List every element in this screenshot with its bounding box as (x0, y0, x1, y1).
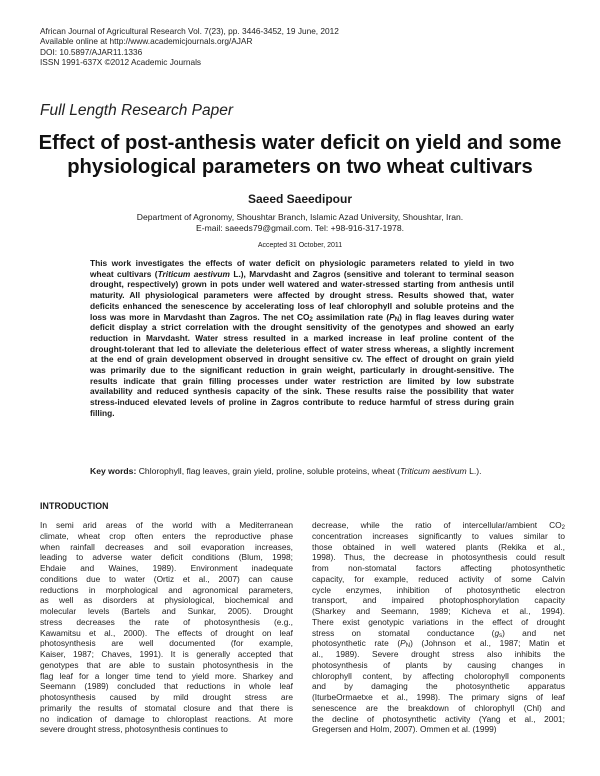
right-column-line: transport, and impaired photophosphorylation capacity (312, 595, 565, 606)
abstract-line: deficit display a strict correlation with the drought sensitivity of the genotypes and showed an early (90, 322, 514, 333)
right-column-line: 1998). Thus, the decrease in photosynthesis could result (312, 552, 565, 563)
left-column-line: flag leaf for a longer time tend to yield more. Sharkey and (40, 670, 293, 681)
right-column-line: and by damaging the photosynthetic apparatus (312, 681, 565, 692)
title-line-2: physiological parameters on two wheat cultivars (67, 156, 533, 178)
abstract-line: reduction in Marvdasht. Water stress resulted in a marked increase in leaf proline content of the (90, 332, 514, 343)
right-column-line: from non-stomatal factors affecting photosynthetic (312, 563, 565, 573)
right-column-line: (Sharkey and Seemann, 1989; Kicheva et al., 1994). (312, 606, 565, 616)
journal-online-link[interactable]: Available online at http://www.academicjournals.org/AJAR (40, 36, 253, 47)
right-column-line: stress on stomatal conductance $(g_s)$ and net (312, 627, 565, 639)
left-column-line: In semi arid areas of the world with a Mediterranean (40, 520, 293, 530)
issn: ISSN 1991-637X ©2012 Academic Journals (40, 57, 202, 68)
section-heading: INTRODUCTION (40, 501, 109, 511)
left-column-line: when rainfall decreases and soil evaporation increases, (40, 541, 293, 552)
affiliation-block (0, 212, 600, 234)
abstract-line: was primarily due to the significant reduction in grain weight, particularly in drought-sensitive. The (90, 365, 514, 376)
right-column-line: al., 1989). Severe drought stress also inhibits the (312, 649, 565, 659)
right-column-line: the decline of photosynthetic activity (Yang et al., 2001; (312, 713, 565, 724)
accepted-date: Accepted 31 October, 2011 (257, 242, 343, 249)
left-column-line: primarily the results of stomatal closure and that there is (40, 702, 293, 713)
journal-header (40, 26, 339, 68)
body-column-left (40, 520, 293, 735)
left-column-line: no indication of damage to chloroplast reactions. At more (40, 713, 293, 724)
left-column-line: reductions in morphological and agronomical parameters, (40, 584, 293, 595)
author-name: Saeed Saeedipour (247, 192, 353, 206)
abstract (90, 258, 514, 419)
right-column-line: capacity, for example, reduced activity of some Calvin (312, 573, 565, 584)
doi: DOI: 10.5897/AJAR11.1336 (40, 46, 143, 57)
keywords (90, 466, 530, 476)
body-column-right (312, 520, 565, 735)
keywords-label: Key words: (90, 466, 137, 476)
abstract-line: This work investigates the effects of water deficit on physiologic parameters related to yield in two (90, 258, 514, 268)
abstract-line: at the end of grain development observed in drought sensitive cv. The effect of drought on grain yield (90, 354, 514, 365)
keywords-text: Chlorophyll, flag leaves, grain yield, proline, soluble proteins, wheat (Triticum aestivum L.). (138, 466, 482, 476)
abstract-line: wheat cultivars (Triticum aestivum L.), Marvdasht and Zagros (sensitive and tolerant to terminal season (90, 268, 514, 279)
left-column-line: stress decreases the rate of photosynthesis (e.g., (40, 616, 293, 627)
right-column-line: decrease, while the ratio of intercellular/ambient $CO_2$ (312, 520, 565, 531)
right-column-line: concentration increases significantly to values similar to (312, 530, 565, 541)
left-column-line: as well as disorders at physiological, biochemical and (40, 595, 293, 606)
journal-citation: African Journal of Agricultural Research Vol. 7(23), pp. 3446-3452, 19 June, 2012 (40, 26, 339, 36)
left-column-line: leading to adverse water deficit conditions (Blum, 1998; (40, 552, 293, 563)
abstract-line: drought, respectively) grown in pots under well watered and water-stressed starting from anthesis until (90, 279, 514, 290)
abstract-line: availability and reduced synthesis capacity of the sink. These results raise the possibility that water (90, 386, 514, 397)
left-column-line: photosynthesis caused by mild drought stress are (40, 692, 293, 702)
right-column-line: those obtained in well watered plants (Rekika et al., (312, 541, 565, 552)
left-column-line: severe drought stress, photosynthesis continues to (40, 724, 228, 735)
left-column-line: Kaiser, 1987; Chaves, 1991). It is generally accepted that (40, 649, 293, 659)
title-line-1: Effect of post-anthesis water deficit on yield and some (38, 132, 562, 154)
left-column-line: climate, wheat crop often enters the reproductive phase (40, 530, 293, 541)
right-column-line: photosynthetic rate $(P_N)$ (Johnson et al., 1987; Matin et (312, 638, 565, 649)
affiliation: Department of Agronomy, Shoushtar Branch, Islamic Azad University, Shoushtar, Iran. (136, 212, 464, 222)
left-column-line: photosynthesis are well documented (for example, (40, 638, 293, 649)
left-column-line: conditions due to water (Ortiz et al., 2007) can cause (40, 573, 293, 584)
right-column-line: Gregersen and Holm, 2007). Ommen et al. (1999) (312, 724, 497, 735)
left-column-line: Ehdaie and Waines, 1989). Environment inadequate (40, 563, 293, 573)
contact-email[interactable]: E-mail: saeeds79@gmail.com. Tel: +98-916-317-1978. (195, 222, 404, 233)
abstract-line: filling. (90, 407, 115, 418)
abstract-line: stress-induced elevated levels of proline in Zagros contribute to reduce harmful of stress during grain (90, 397, 514, 408)
abstract-line: results indicate that grain filling processes under water restriction are limited by low substrate (90, 375, 514, 386)
abstract-line: maturity. All physiological parameters were affected by drought stress. Results showed that, water (90, 290, 514, 301)
left-column-line: Kawamitsu et al., 2000). The effects of drought on leaf (40, 627, 293, 638)
left-column-line: genotypes that are able to sustain photosynthesis in the (40, 659, 293, 670)
left-column-line: Seemann (1989) concluded that reductions in whole leaf (40, 681, 293, 692)
abstract-line: deficits enhanced the senescence by accelerating loss of leaf chlorophyll and soluble proteins and the (90, 300, 514, 311)
abstract-line: drought-tolerant that led to alleviate the deleterious effect of water stress whereas, a slightly increment (90, 343, 514, 354)
right-column-line: chlorophyll content, by affecting cholorophyll components (312, 670, 565, 681)
right-column-line: (IturbeOrmaetxe et al., 1998). The primary signs of leaf (312, 692, 565, 702)
right-column-line: cycle enzymes, inhibition of photosynthetic electron (312, 584, 565, 595)
right-column-line: There exist genotypic variations in the effect of drought (312, 616, 565, 627)
right-column-line: senescence are the breakdown of chlorophyll (Chl) and (312, 702, 565, 713)
paper-title (30, 131, 570, 179)
left-column-line: molecular levels (Bartels and Sunkar, 2005). Drought (40, 606, 293, 616)
paper-type: Full Length Research Paper (40, 102, 234, 119)
right-column-line: photosynthesis of plants by causing changes in (312, 659, 565, 670)
abstract-line: loss was more in Marvdasht than Zagros. The net $CO_2$ assimilation rate $(P_N)$ in flag leaves during water (90, 311, 515, 323)
